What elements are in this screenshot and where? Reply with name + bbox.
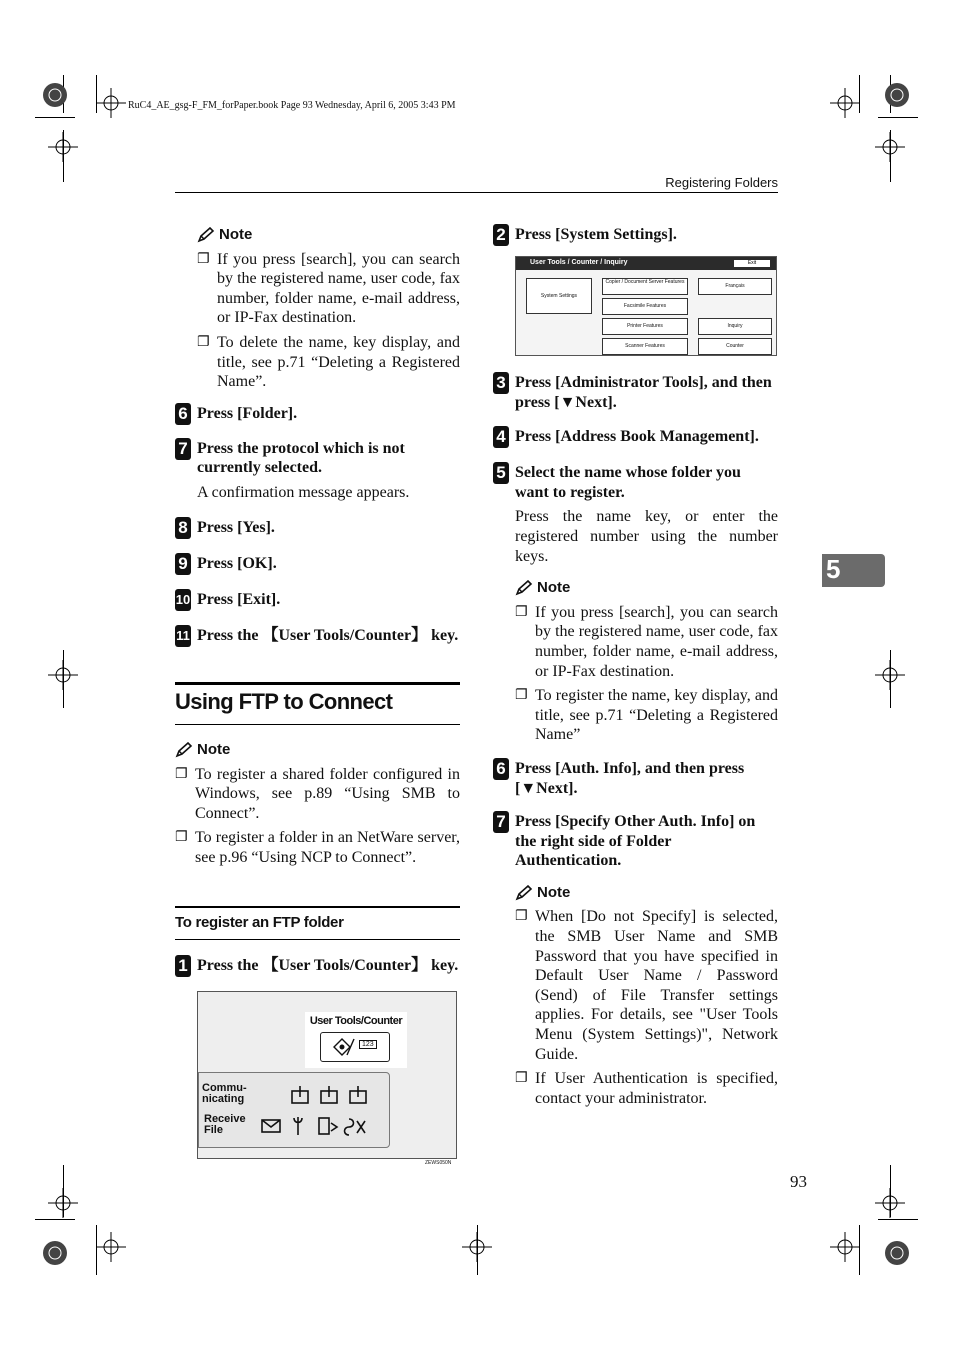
note-block: [515, 883, 778, 1109]
section-title: Using FTP to Connect: [175, 689, 393, 714]
user-tools-key-label: User Tools/Counter: [309, 1015, 403, 1027]
figure-code: ZEWS050N: [425, 1160, 452, 1166]
copier-features-button[interactable]: Copier / Document Server Features: [602, 278, 688, 295]
screen-title-bar: User Tools / Counter / Inquiry Exit: [516, 257, 776, 270]
step-item: 8 Press [Yes].: [175, 518, 460, 539]
receive-file-indicators-icon: [261, 1115, 373, 1137]
note-item: ❐ If you press [search], you can search by the registered name, user code, fax number, folder name, e-mail address, or IP-Fax destination.: [515, 603, 778, 680]
user-tools-icon: [333, 1038, 355, 1056]
subsection-rule-bottom: [175, 939, 460, 940]
step-item: 6 Press [Folder].: [175, 404, 460, 425]
note-item: ❐ To register the name, key display, and title, see p.71 “Deleting a Registered Name”: [515, 687, 778, 744]
note-heading: Note: [175, 740, 460, 760]
language-button[interactable]: Français: [698, 278, 772, 295]
step-item: 3 Press [Administrator Tools], and then press [▼Next].: [493, 373, 778, 412]
indicator-panel: [198, 1072, 390, 1148]
note-heading: Note: [515, 578, 778, 598]
note-heading: Note: [515, 883, 778, 903]
registration-mark-icon: [830, 88, 860, 118]
note-heading: Note: [197, 225, 460, 245]
note-item: ❐ If User Authentication is specified, contact your administrator.: [515, 1070, 778, 1107]
user-tools-screen: [515, 256, 777, 356]
facsimile-features-button[interactable]: Facsimile Features: [602, 298, 688, 315]
communicating-indicators-icon: [291, 1085, 371, 1105]
control-panel-illustration: [197, 991, 457, 1159]
registration-mark-icon: [48, 660, 78, 690]
page-number: 93: [790, 1172, 807, 1191]
chapter-tab: 5: [822, 554, 885, 587]
running-title: Registering Folders: [665, 175, 778, 190]
communicating-label: Commu-: [202, 1082, 247, 1094]
scanner-features-button[interactable]: Scanner Features: [602, 338, 688, 355]
step-subtext: Press the name key, or enter the registered number using the number keys.: [515, 508, 778, 565]
step-item: 1 Press the 【User Tools/Counter】 key.: [175, 956, 460, 977]
step-item: 6 Press [Auth. Info], and then press [▼Next].: [493, 759, 778, 798]
inquiry-button[interactable]: Inquiry: [698, 318, 772, 335]
registration-mark-icon: [875, 1188, 905, 1218]
registration-mark-icon: [830, 1232, 860, 1262]
registration-mark-icon: [882, 1238, 912, 1268]
step-item: 9 Press [OK].: [175, 554, 460, 575]
counter-button[interactable]: Counter: [698, 338, 772, 355]
registration-mark-icon: [882, 80, 912, 110]
note-item: ❐ If you press [search], you can search by the registered name, user code, fax number, folder name, e-mail address, or IP-Fax destination.: [197, 250, 460, 327]
step-subtext: A confirmation message appears.: [197, 483, 410, 501]
printer-features-button[interactable]: Printer Features: [602, 318, 688, 335]
pencil-note-icon: [515, 580, 533, 596]
registration-mark-icon: [48, 132, 78, 162]
receive-file-label: Receive: [204, 1113, 246, 1125]
step-item: 11 Press the 【User Tools/Counter】 key.: [175, 626, 460, 647]
registration-mark-icon: [40, 1238, 70, 1268]
file-info: RuC4_AE_gsg-F_FM_forPaper.book Page 93 Wednesday, April 6, 2005 3:43 PM: [128, 100, 456, 111]
step-item: 7 Press [Specify Other Auth. Info] on the right side of Folder Authentication.: [493, 812, 778, 871]
pencil-note-icon: [197, 227, 215, 243]
step-item: 4 Press [Address Book Management].: [493, 427, 778, 448]
registration-mark-icon: [96, 88, 126, 118]
receive-file-label: File: [204, 1124, 223, 1136]
subsection-rule-top: [175, 906, 460, 908]
registration-mark-icon: [96, 1232, 126, 1262]
step-item: 10 Press [Exit].: [175, 590, 460, 611]
step-item: 7 Press the protocol which is not currently selected.: [175, 439, 460, 478]
subsection-title: To register an FTP folder: [175, 914, 344, 931]
note-item: ❐ To register a shared folder configured in Windows, see p.89 “Using SMB to Connect”.: [175, 765, 460, 822]
registration-mark-icon: [48, 1188, 78, 1218]
right-column-top: [493, 225, 778, 246]
pencil-note-icon: [515, 885, 533, 901]
right-column: [493, 373, 778, 1108]
step-item: 2 Press [System Settings].: [493, 225, 778, 246]
header-rule: [175, 192, 778, 193]
registration-mark-icon: [875, 132, 905, 162]
note-item: ❐ To register a folder in an NetWare server, see p.96 “Using NCP to Connect”.: [175, 829, 460, 866]
note-item: ❐ To delete the name, key display, and title, see p.71 “Deleting a Registered Name”.: [197, 333, 460, 391]
left-note2: [175, 740, 460, 868]
user-tools-key[interactable]: [320, 1032, 390, 1062]
counter-badge: 123: [359, 1040, 377, 1049]
section-rule-bottom: [175, 724, 460, 725]
left-column: [175, 225, 460, 647]
section-rule-top: [175, 682, 460, 685]
registration-mark-icon: [40, 80, 70, 110]
note-block: [515, 578, 778, 745]
user-tools-key-area: [305, 1012, 407, 1068]
note-block: [197, 225, 460, 392]
step-item: 5 Select the name whose folder you want to register.: [493, 463, 778, 502]
screen-exit-button[interactable]: Exit: [734, 260, 770, 267]
step-a: [175, 956, 460, 977]
communicating-label: nicating: [202, 1093, 245, 1105]
system-settings-button[interactable]: System Settings: [526, 278, 592, 314]
registration-mark-icon: [462, 1232, 492, 1262]
pencil-note-icon: [175, 742, 193, 758]
note-item: ❐ When [Do not Specify] is selected, the SMB User Name and SMB Password that you have specified in Default User Name / Password (Send) of File Transfer settings applies. For details, see "User Tools Menu (System Settings)", Network Guide.: [515, 908, 778, 1063]
registration-mark-icon: [875, 660, 905, 690]
